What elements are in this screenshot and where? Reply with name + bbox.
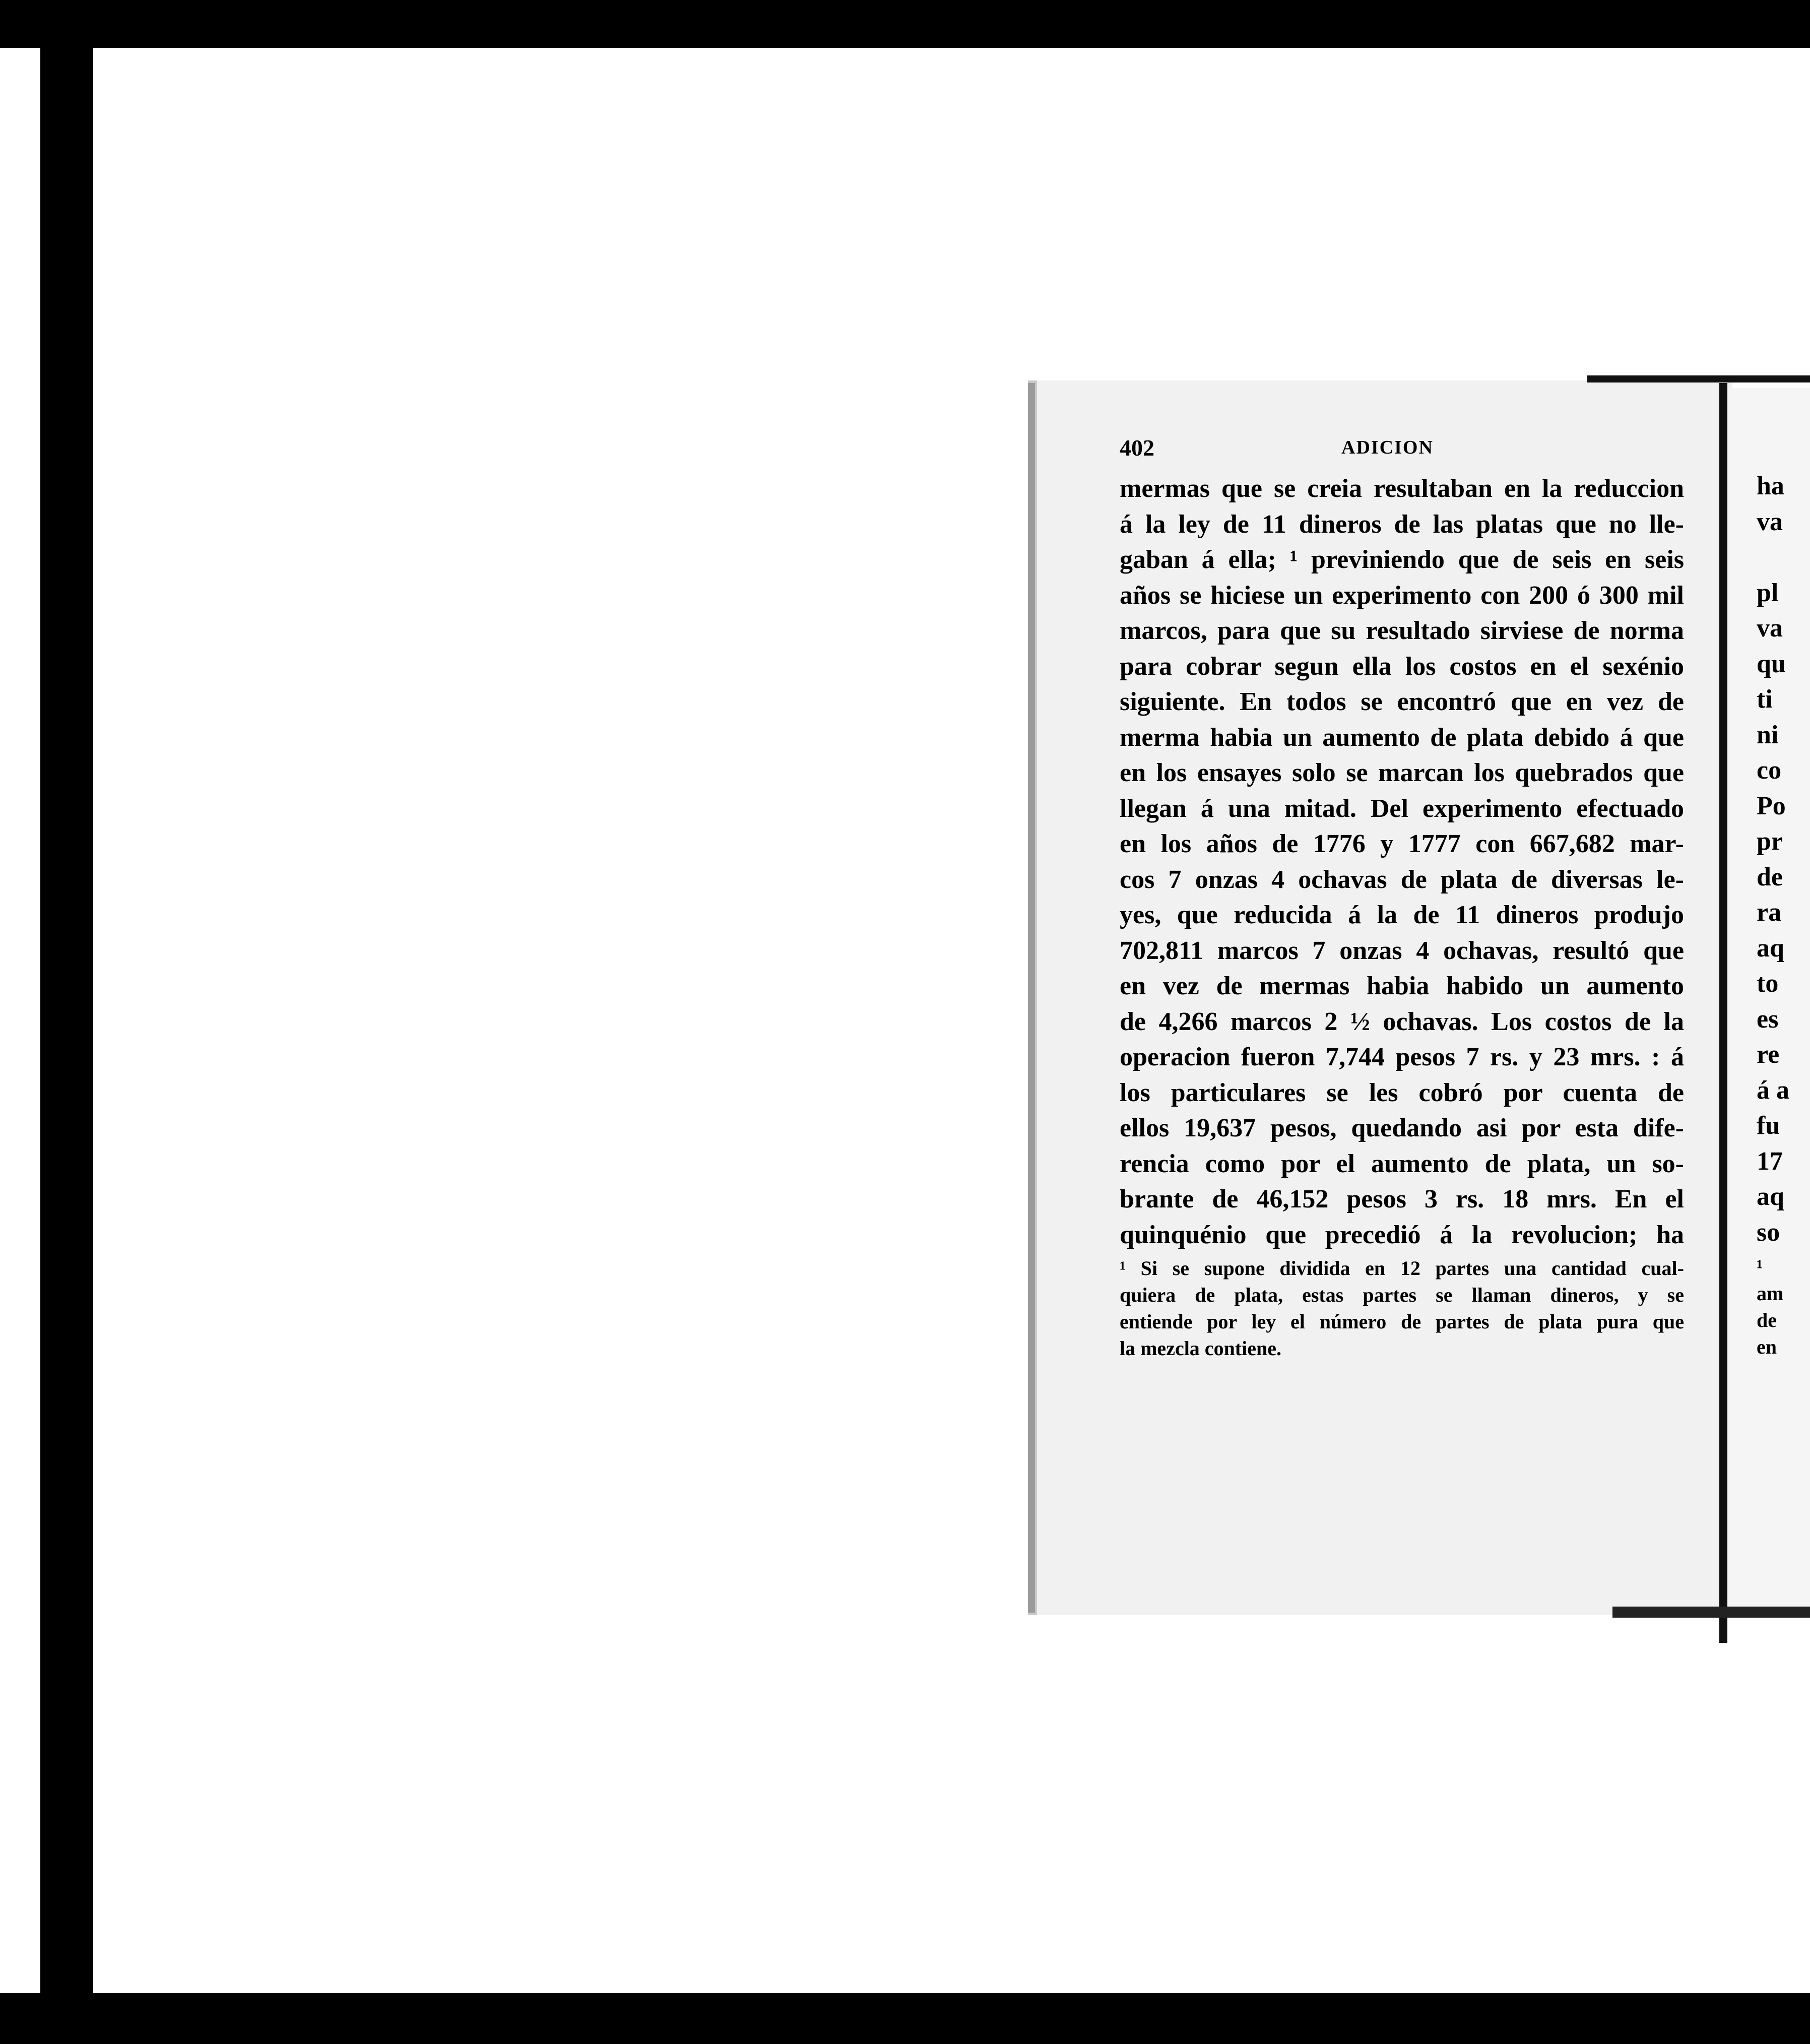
facing-line-fragment: Po: [1757, 791, 1786, 820]
book-gutter: [1719, 383, 1727, 1643]
body-text: [1120, 471, 1684, 1253]
running-title: ADICION: [1341, 437, 1434, 458]
facing-line-fragment: de: [1757, 862, 1783, 891]
facing-line-fragment: ra: [1757, 898, 1782, 927]
film-border-top: [0, 0, 1810, 48]
cover-edge-bottom: [1612, 1607, 1810, 1618]
facing-footnote-fragment: en: [1757, 1335, 1777, 1358]
text-line: á la ley de 11 dineros de las platas que no lle-: [1120, 509, 1684, 539]
text-line: operacion fueron 7,744 pesos 7 rs. y 23 mrs. : á: [1120, 1043, 1684, 1071]
facing-line-fragment: pr: [1757, 827, 1783, 856]
facing-line-fragment: [1757, 542, 1810, 578]
facing-line-fragment: ti: [1757, 685, 1773, 714]
page-number: 402: [1120, 435, 1154, 461]
facing-footnote-fragment: de: [1757, 1309, 1777, 1331]
text-line: en los ensayes solo se marcan los quebrados que: [1120, 758, 1684, 787]
text-line: quinquénio que precedió á la revolucion; ha: [1120, 1220, 1684, 1249]
facing-line-fragment: aq: [1757, 1182, 1784, 1211]
facing-line-fragment: va: [1757, 614, 1783, 643]
text-line: marcos, para que su resultado sirviese de norma: [1120, 616, 1684, 645]
text-line: yes, que reducida á la de 11 dineros produjo: [1120, 901, 1684, 929]
film-border-bottom: [0, 1993, 1810, 2044]
text-line: cos 7 onzas 4 ochavas de plata de diversas le-: [1120, 865, 1684, 894]
facing-line-fragment: qu: [1757, 649, 1786, 678]
text-line: llegan á una mitad. Del experimento efectuado: [1120, 794, 1684, 823]
facing-line-fragment: ni: [1757, 720, 1779, 749]
text-line: 702,811 marcos 7 onzas 4 ochavas, resultó que: [1120, 936, 1684, 965]
facing-line-fragment: to: [1757, 969, 1779, 998]
footnote-line: quiera de plata, estas partes se llaman dineros, y se: [1120, 1284, 1684, 1306]
text-line: mermas que se creia resultaban en la reduccion: [1120, 474, 1684, 503]
page-edge-shadow: [1028, 383, 1035, 1613]
footnote-line: ¹ Si se supone dividida en 12 partes una cantidad cual-: [1120, 1257, 1684, 1280]
facing-line-fragment: 17: [1757, 1146, 1783, 1176]
facing-line-fragment: aq: [1757, 933, 1784, 963]
text-line: de 4,266 marcos 2 ½ ochavas. Los costos de la: [1120, 1007, 1684, 1036]
facing-line-fragment: es: [1757, 1004, 1779, 1034]
text-line: merma habia un aumento de plata debido á que: [1120, 723, 1684, 752]
facing-line-fragment: co: [1757, 756, 1782, 785]
footnote-line: la mezcla contiene.: [1120, 1337, 1281, 1360]
cover-edge-top: [1587, 375, 1810, 382]
footnote-line: entiende por ley el número de partes de plata pura que: [1120, 1310, 1684, 1333]
text-line: en los años de 1776 y 1777 con 667,682 mar-: [1120, 829, 1684, 858]
facing-line-fragment: va: [1757, 507, 1783, 536]
facing-footnote-fragment: ¹: [1757, 1255, 1763, 1278]
facing-line-fragment: fu: [1757, 1111, 1780, 1140]
text-line: para cobrar segun ella los costos en el sexénio: [1120, 652, 1684, 681]
text-line: rencia como por el aumento de plata, un so-: [1120, 1149, 1684, 1178]
facing-line-fragment: á a: [1757, 1075, 1789, 1105]
running-head: [1120, 434, 1684, 465]
text-line: años se hiciese un experimento con 200 ó 300 mil: [1120, 581, 1684, 610]
text-line: en vez de mermas habia habido un aumento: [1120, 972, 1684, 1000]
text-line: siguiente. En todos se encontró que en vez de: [1120, 687, 1684, 716]
facing-line-fragment: re: [1757, 1040, 1780, 1069]
footnote: [1120, 1255, 1684, 1362]
facing-footnote-fragment: am: [1757, 1282, 1784, 1305]
film-border-gap: [0, 48, 40, 1993]
text-line: ellos 19,637 pesos, quedando asi por esta dife-: [1120, 1114, 1684, 1142]
text-line: gaban á ella; ¹ previniendo que de seis en seis: [1120, 545, 1684, 574]
text-line: los particulares se les cobró por cuenta de: [1120, 1078, 1684, 1107]
text-line: brante de 46,152 pesos 3 rs. 18 mrs. En el: [1120, 1185, 1684, 1213]
facing-line-fragment: so: [1757, 1218, 1780, 1247]
facing-line-fragment: pl: [1757, 578, 1779, 607]
facing-line-fragment: ha: [1757, 472, 1784, 500]
